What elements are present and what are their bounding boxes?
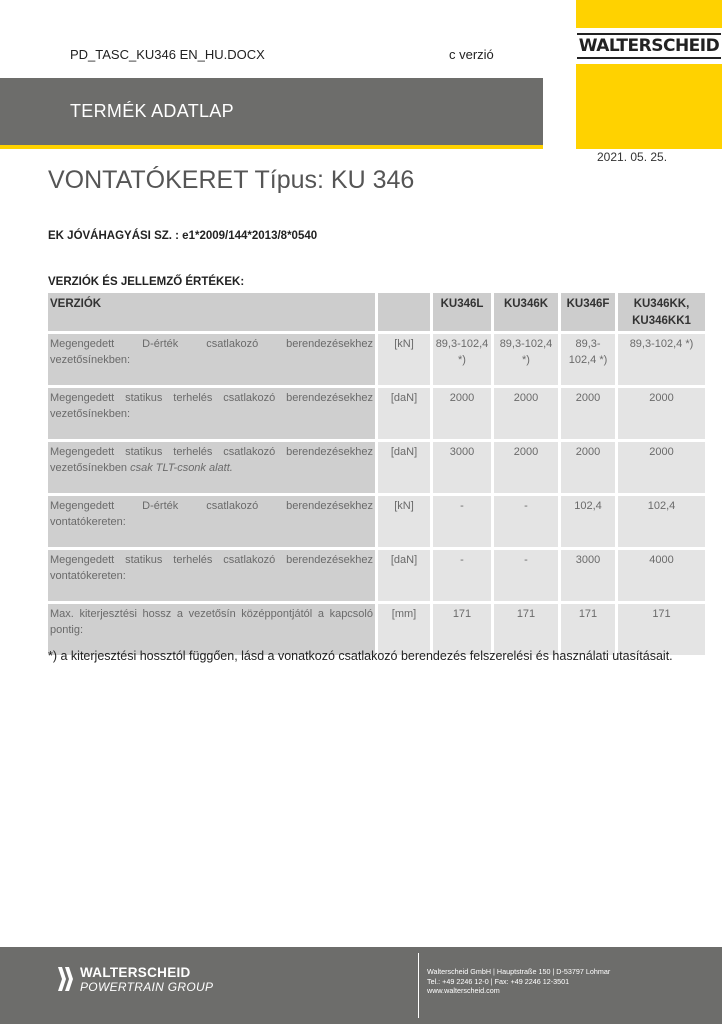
row-value: 89,3-102,4 *)	[433, 334, 491, 385]
table-row	[48, 496, 705, 547]
header-col-ku346k: KU346K	[494, 293, 558, 331]
row-description-main: Megengedett statikus terhelés csatlakozó berendezésekhez vezetősínekben	[50, 446, 373, 475]
header-band-accent	[0, 145, 543, 149]
band-title: TERMÉK ADATLAP	[70, 101, 234, 121]
table-row	[48, 334, 705, 385]
row-description	[48, 442, 375, 493]
table-row	[48, 388, 705, 439]
row-value: 89,3-102,4 *)	[618, 334, 705, 385]
row-unit: [daN]	[378, 442, 430, 493]
document-reference: PD_TASC_KU346 EN_HU.DOCX	[70, 47, 265, 62]
table-row	[48, 550, 705, 601]
spec-table	[45, 290, 708, 658]
row-unit: [kN]	[378, 334, 430, 385]
approval-number: EK JÓVÁHAGYÁSI SZ. : e1*2009/144*2013/8*0540	[48, 230, 318, 242]
row-value: -	[433, 496, 491, 547]
row-value: -	[494, 496, 558, 547]
footer-logo	[55, 965, 235, 995]
row-unit: [kN]	[378, 496, 430, 547]
row-value: 3000	[561, 550, 615, 601]
table-heading: VERZIÓK ÉS JELLEMZŐ ÉRTÉKEK:	[48, 276, 245, 288]
row-unit: [mm]	[378, 604, 430, 655]
header-col-ku346kk: KU346KK, KU346KK1	[618, 293, 705, 331]
header-col-ku346l: KU346L	[433, 293, 491, 331]
footer-address	[427, 967, 610, 996]
footer-divider	[418, 953, 419, 1018]
row-value: 3000	[433, 442, 491, 493]
row-value: 2000	[561, 388, 615, 439]
row-value: 171	[561, 604, 615, 655]
footer-address-line: Walterscheid GmbH | Hauptstraße 150 | D-53797 Lohmar	[427, 967, 611, 976]
row-value: -	[494, 550, 558, 601]
row-value: 102,4	[618, 496, 705, 547]
row-value: 2000	[494, 442, 558, 493]
footer-subbrand: POWERTRAIN GROUP	[80, 980, 214, 994]
footnote: *) a kiterjesztési hossztól függően, lásd a vonatkozó csatlakozó berendezés felszerelési és használati utasításait.	[48, 649, 673, 663]
row-value: 171	[494, 604, 558, 655]
row-value: 171	[433, 604, 491, 655]
row-value: 89,3-102,4 *)	[561, 334, 615, 385]
header-yellow-block	[576, 0, 722, 149]
row-value: 89,3-102,4 *)	[494, 334, 558, 385]
row-description: Max. kiterjesztési hossz a vezetősín középpontjától a kapcsoló pontig:	[48, 604, 375, 655]
logo-text: WALTERSCHEID	[577, 33, 721, 59]
row-description: Megengedett statikus terhelés csatlakozó berendezésekhez vezetősínekben:	[48, 388, 375, 439]
table-row	[48, 442, 705, 493]
row-value: 2000	[618, 388, 705, 439]
row-value: 2000	[494, 388, 558, 439]
document-date: 2021. 05. 25.	[597, 150, 668, 164]
row-unit: [daN]	[378, 388, 430, 439]
header-unit	[378, 293, 430, 331]
footer-brand: WALTERSCHEID	[80, 965, 191, 980]
document-version: c verzió	[449, 47, 494, 62]
row-unit: [daN]	[378, 550, 430, 601]
row-value: 102,4	[561, 496, 615, 547]
row-value: 2000	[561, 442, 615, 493]
row-value: 2000	[618, 442, 705, 493]
table-header-row	[48, 293, 705, 331]
row-description: Megengedett D-érték csatlakozó berendezésekhez vontatókereten:	[48, 496, 375, 547]
walterscheid-mark-icon	[55, 965, 75, 993]
header-col-ku346f: KU346F	[561, 293, 615, 331]
footer-contact-line: Tel.: +49 2246 12-0 | Fax: +49 2246 12-3501	[427, 976, 570, 986]
row-description: Megengedett statikus terhelés csatlakozó berendezésekhez vontatókereten:	[48, 550, 375, 601]
header-label: VERZIÓK	[48, 293, 375, 331]
row-value: 171	[618, 604, 705, 655]
row-value: 2000	[433, 388, 491, 439]
row-description: Megengedett D-érték csatlakozó berendezésekhez vezetősínekben:	[48, 334, 375, 385]
row-description-italic: csak TLT-csonk alatt.	[130, 462, 233, 475]
page-title: VONTATÓKERET Típus: KU 346	[48, 166, 415, 194]
footer-website[interactable]: www.walterscheid.com	[427, 986, 500, 996]
row-value: -	[433, 550, 491, 601]
walterscheid-logo	[576, 28, 722, 64]
row-value: 4000	[618, 550, 705, 601]
